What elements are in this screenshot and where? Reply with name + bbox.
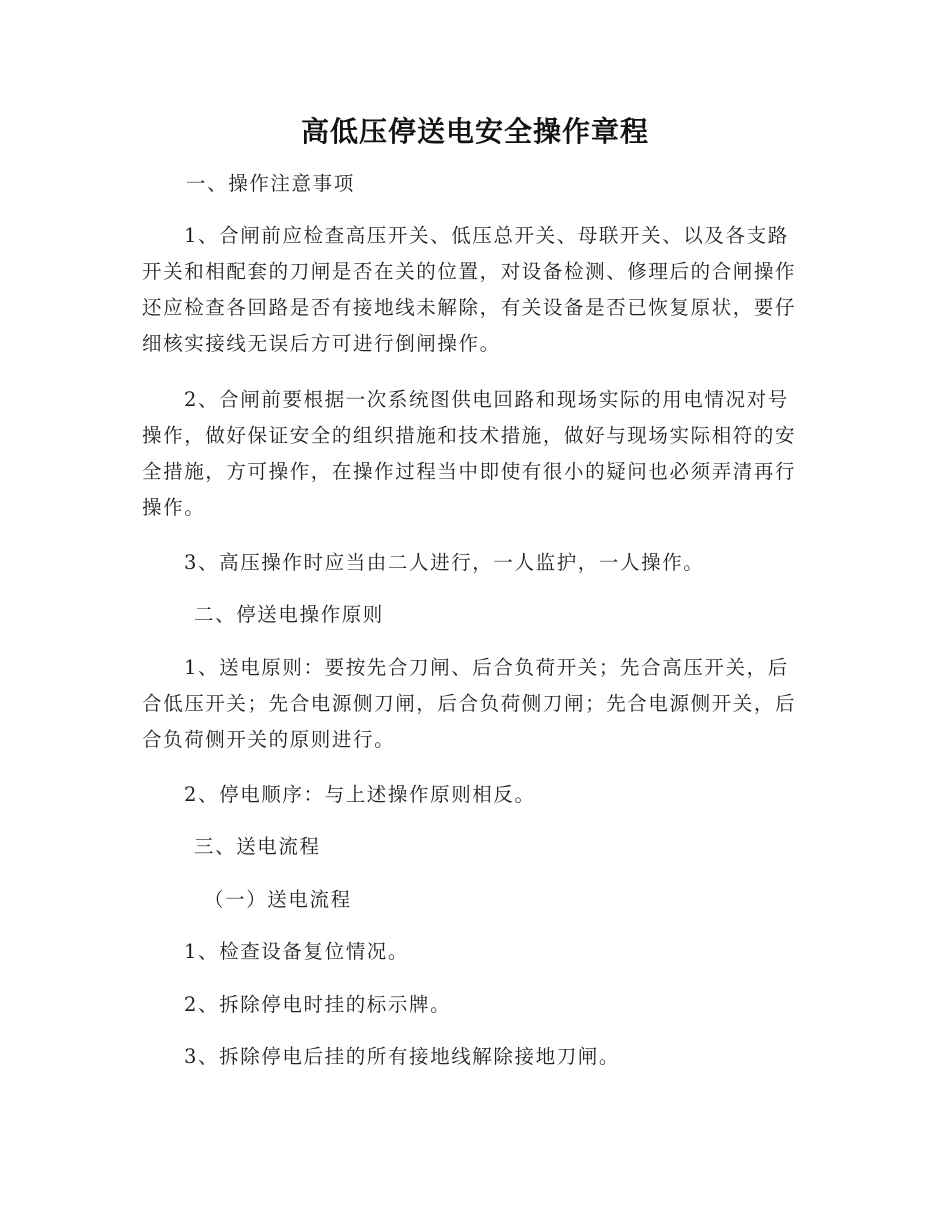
paragraph-procedure-3: 3、拆除停电后挂的所有接地线解除接地刀闸。 (184, 1045, 621, 1068)
paragraph-procedure-1: 1、检查设备复位情况。 (184, 940, 410, 963)
paragraph-principle-2: 2、停电顺序：与上述操作原则相反。 (184, 783, 536, 806)
paragraph-precaution-3: 3、高压操作时应当由二人进行，一人监护，一人操作。 (184, 551, 705, 574)
document-title: 高低压停送电安全操作章程 (300, 115, 649, 148)
section-heading-precautions: 一、操作注意事项 (186, 172, 355, 195)
paragraph-principle-1: 1、送电原则：要按先合刀闸、后合负荷开关；先合高压开关，后合低压开关；先合电源侧刀闸，后合负荷侧刀闸；先合电源侧开关，后合负荷侧开关的原则进行。 (142, 656, 797, 751)
section-heading-principles: 二、停送电操作原则 (194, 603, 384, 626)
paragraph-procedure-2: 2、拆除停电时挂的标示牌。 (184, 993, 452, 1016)
section-heading-procedure: 三、送电流程 (194, 835, 321, 858)
subsection-heading-procedure: （一）送电流程 (204, 888, 352, 911)
paragraph-precaution-2: 2、合闸前要根据一次系统图供电回路和现场实际的用电情况对号操作，做好保证安全的组织措施和技术措施，做好与现场实际相符的安全措施，方可操作，在操作过程当中即使有很小的疑问也必须弄清再行操作。 (142, 388, 797, 519)
paragraph-precaution-1: 1、合闸前应检查高压开关、低压总开关、母联开关、以及各支路开关和相配套的刀闸是否在关的位置，对设备检测、修理后的合闸操作还应检查各回路是否有接地线未解除，有关设备是否已恢复原状，要仔细核实接线无误后方可进行倒闸操作。 (142, 224, 797, 355)
